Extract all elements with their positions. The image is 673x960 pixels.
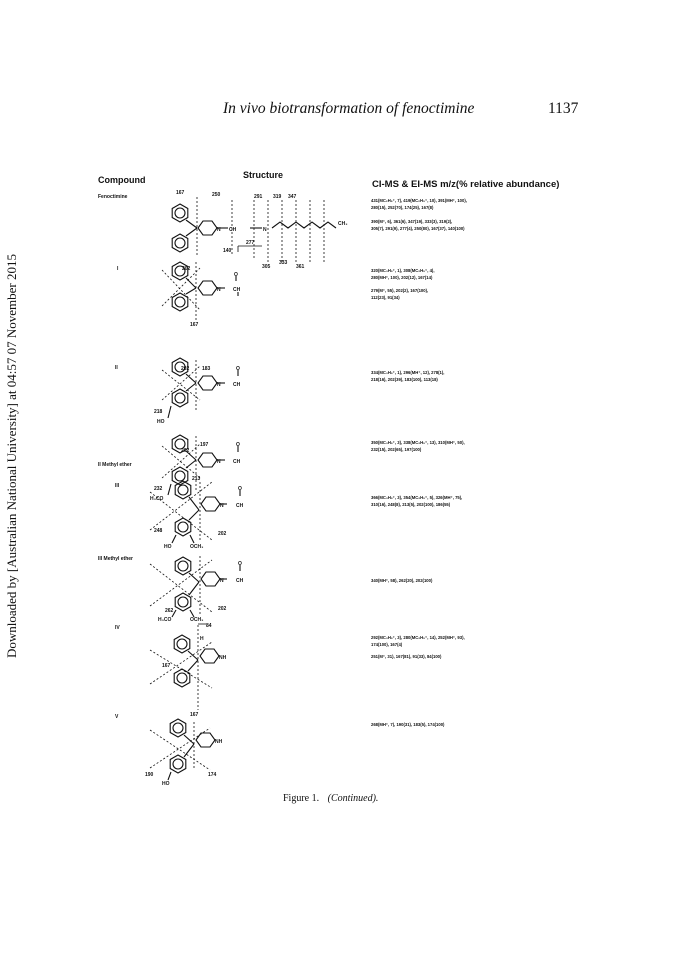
structure-i: [162, 262, 238, 320]
fragment-label: 202: [181, 366, 190, 372]
structure-fenoctimine: [172, 197, 336, 262]
fragment-label: 202: [181, 448, 190, 454]
fragment-label: 140: [223, 248, 232, 254]
compound-name-i: I: [117, 266, 119, 272]
running-head-prefix: In vivo: [223, 100, 266, 117]
atom-label: O: [234, 272, 238, 278]
fragment-label: 248: [154, 528, 163, 534]
atom-label: N: [220, 578, 224, 584]
ms-line: 251(M⁺, 31), 167(81), 91(33), 84(100): [371, 654, 442, 659]
ms-line: 340(MH⁺, 58), 262(20), 202(100): [371, 578, 433, 583]
ms-line: 350(MC₃H₅⁺, 3), 338(MC₂H₅⁺, 13), 310(MH⁺, 50),: [371, 440, 465, 445]
compound-name-v: V: [115, 714, 119, 720]
compound-name-ii-methyl-ether: II Methyl ether: [98, 462, 132, 468]
ms-line: 292(MC₃H₅⁺, 3), 280(MC₂H₅⁺, 14), 252(MH⁺, 93),: [371, 635, 465, 640]
fragment-label: 167: [176, 190, 185, 196]
atom-label: N: [217, 382, 221, 388]
atom-label: HO: [162, 781, 170, 787]
atom-label: CH: [236, 503, 244, 509]
atom-label: O: [238, 561, 242, 567]
fragment-label: 250: [212, 192, 221, 198]
ms-line: 112(23), 91(34): [371, 295, 400, 300]
ms-line: 320(MC₃H₅⁺, 1), 308(MC₂H₅⁺, 4),: [371, 268, 435, 273]
compound-header: Compound: [98, 175, 146, 185]
figure-note: (Continued).: [327, 793, 379, 804]
ms-line: 280(15), 252(70), 174(25), 167(8): [371, 205, 434, 210]
fragment-label: 84: [206, 623, 212, 629]
atom-label: N: [217, 227, 221, 233]
fragment-label: 202: [218, 606, 227, 612]
structure-iii: [150, 481, 240, 543]
ms-line: 431(MC₂H₅⁺, 7), 419(MC₂H₅⁺, 10), 391(MH⁺, 100),: [371, 198, 467, 203]
atom-label: CH: [236, 578, 244, 584]
atom-label: NH: [215, 739, 223, 745]
fragment-label: 167: [190, 712, 199, 718]
atom-label: HO: [164, 544, 172, 550]
ms-line: 268(MH⁺, 7), 190(31), 183(5), 174(100): [371, 722, 445, 727]
atom-label: N: [220, 503, 224, 509]
atom-label: H₃CO: [150, 496, 164, 502]
atom-label: O: [236, 442, 240, 448]
compound-name-iv: IV: [115, 625, 120, 631]
fragment-label: 333: [279, 260, 288, 266]
fragment-label: 167: [190, 322, 199, 328]
ms-line: 390(M⁺, 6), 361(6), 347(19), 333(3), 319(2),: [371, 219, 453, 224]
figure-label: Figure 1.: [283, 793, 320, 804]
atom-label: OCH₃: [190, 544, 204, 550]
atom-label: CH: [233, 459, 241, 465]
ms-line: 232(15), 202(65), 197(100): [371, 447, 422, 452]
compound-name-iii-methyl-ether: III Methyl ether: [98, 556, 134, 562]
atom-label: O: [236, 366, 240, 372]
running-head-italic-title: biotransformation of fenoctimine: [269, 100, 475, 117]
structure-v: [150, 719, 215, 780]
atom-label: N: [217, 287, 221, 293]
atom-label: O: [238, 486, 242, 492]
atom-label: N: [217, 459, 221, 465]
compound-name-ii: II: [115, 365, 118, 371]
fragment-label: 361: [296, 264, 305, 270]
atom-label: H₃CO: [158, 617, 172, 623]
structure-ii: [162, 358, 238, 418]
ms-line: 280(MH⁺, 100), 202(12), 167(14): [371, 275, 433, 280]
fragment-label: 347: [288, 194, 297, 200]
ms-line: 310(16), 248(8), 213(5), 202(100), 186(55): [371, 502, 451, 507]
fragment-label: 319: [273, 194, 282, 200]
fragment-label: 167: [162, 663, 171, 669]
atom-label: CH₃: [338, 221, 348, 227]
fragment-label: 262: [165, 608, 174, 614]
structure-iv: [150, 624, 219, 710]
fragment-label: 291: [254, 194, 263, 200]
atom-label: CH: [229, 227, 237, 233]
ms-line: 334(MC₃H₅⁺, 1), 296(MH⁺, 12), 278(1),: [371, 370, 445, 375]
atom-label: N: [263, 227, 267, 233]
ms-line: 174(100), 167(4): [371, 642, 403, 647]
page-number: 1137: [548, 100, 579, 117]
fragment-label: 213: [192, 476, 201, 482]
fragment-label: 277: [246, 240, 255, 246]
atom-label: CH: [233, 382, 241, 388]
ms-line: 366(MC₃H₅⁺, 3), 354(MC₂H₅⁺, 5), 326(MH⁺, 75),: [371, 495, 463, 500]
fragment-label: 218: [154, 409, 163, 415]
structure-iii-methyl-ether: [150, 556, 240, 617]
fragment-label: 305: [262, 264, 271, 270]
ms-header: CI-MS & EI-MS m/z(% relative abundance): [372, 179, 560, 190]
fragment-label: 174: [208, 772, 217, 778]
ms-line: 218(16), 202(39), 183(100), 113(18): [371, 377, 438, 382]
structure-header: Structure: [243, 170, 284, 180]
fragment-label: 202: [182, 266, 191, 272]
ms-line: 279(M⁺, 55), 202(2), 167(100),: [371, 288, 429, 293]
compound-name-iii: III: [115, 483, 120, 489]
fragment-label: 190: [145, 772, 154, 778]
figure-caption: [283, 793, 378, 804]
atom-label: OCH₃: [190, 617, 204, 623]
atom-label: NH: [219, 655, 227, 661]
fragment-label: 197: [200, 442, 209, 448]
download-note: Downloaded by [Australian National University] at 04:57 07 November 2015: [4, 254, 19, 658]
fragment-label: 232: [154, 486, 163, 492]
compound-name-fenoctimine: Fenoctimine: [98, 194, 128, 200]
fragment-label: 202: [218, 531, 227, 537]
ms-line: 305(7), 291(9), 277(4), 250(80), 167(37), 140(100): [371, 226, 465, 231]
atom-label: HO: [157, 419, 165, 425]
atom-label: CH: [233, 287, 241, 293]
atom-label: H: [200, 636, 204, 642]
fragment-label: 183: [202, 366, 211, 372]
